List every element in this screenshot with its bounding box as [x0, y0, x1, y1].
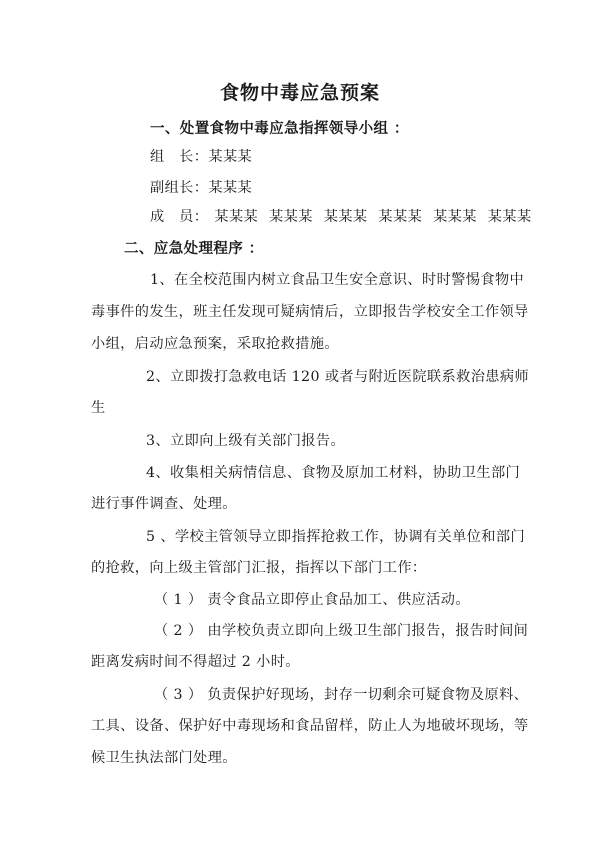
section1-heading: 一、处置食物中毒应急指挥领导小组 ：: [150, 121, 409, 137]
leader-name: 某某某: [208, 149, 253, 165]
sub-item-2-line-1: （ 2 ） 由学校负责立即向上级卫生部门报告，报告时间间: [154, 623, 529, 639]
paragraph-4-line-2: 进行事件调查、处理。: [91, 496, 237, 512]
leader-row: [150, 146, 252, 166]
member-name: 某某某: [323, 209, 368, 225]
deputy-label: 副组长：: [150, 180, 209, 196]
paragraph-3-line-1: 3、立即向上级有关部门报告。: [146, 433, 346, 449]
members-label: 成 员：: [150, 209, 209, 225]
member-name: 某某某: [269, 209, 313, 225]
members-row: [150, 206, 532, 226]
sub-item-3-line-3: 候卫生执法部门处理。: [91, 750, 237, 766]
sub-item-3-line-2: 工具、设备、保护好中毒现场和食品留样，防止人为地破坏现场，等: [91, 718, 529, 734]
paragraph-2-line-1: 2、立即拨打急救电话 120 或者与附近医院联系救治患病师: [146, 369, 530, 385]
paragraph-4-line-1: 4、收集相关病情信息、食物及原加工材料，协助卫生部门: [146, 465, 521, 481]
paragraph-5-line-1: 5 、学校主管领导立即指挥抢救工作，协调有关单位和部门: [146, 529, 526, 545]
paragraph-5-line-2: 的抢救，向上级主管部门汇报，指挥以下部门工作：: [91, 560, 427, 576]
deputy-name: 某某某: [208, 180, 253, 196]
sub-item-2-line-2: 距离发病时间不得超过 2 小时。: [91, 654, 300, 670]
member-name: 某某某: [378, 209, 423, 225]
deputy-row: [150, 177, 252, 197]
section2-heading: 二、应急处理程序 ：: [124, 241, 264, 257]
paragraph-1-line-2: 毒事件的发生，班主任发现可疑病情后，立即报告学校安全工作领导: [91, 304, 529, 320]
member-name: 某某某: [487, 209, 532, 225]
paragraph-1-line-1: 1、在全校范围内树立食品卫生安全意识、时时警惕食物中: [150, 272, 525, 288]
sub-item-3-line-1: （ 3 ） 负责保护好现场，封存一切剩余可疑食物及原料、: [154, 687, 529, 703]
paragraph-1-line-3: 小组，启动应急预案，采取抢救措施。: [91, 336, 339, 352]
document-title: 食物中毒应急预案: [219, 82, 380, 104]
paragraph-2-line-2: 生: [91, 400, 106, 416]
member-name: 某某某: [433, 209, 477, 225]
member-name: 某某某: [214, 209, 259, 225]
leader-label: 组 长：: [150, 149, 209, 165]
sub-item-1-line-1: （ 1 ） 责令食品立即停止食品加工、供应活动。: [154, 592, 470, 608]
